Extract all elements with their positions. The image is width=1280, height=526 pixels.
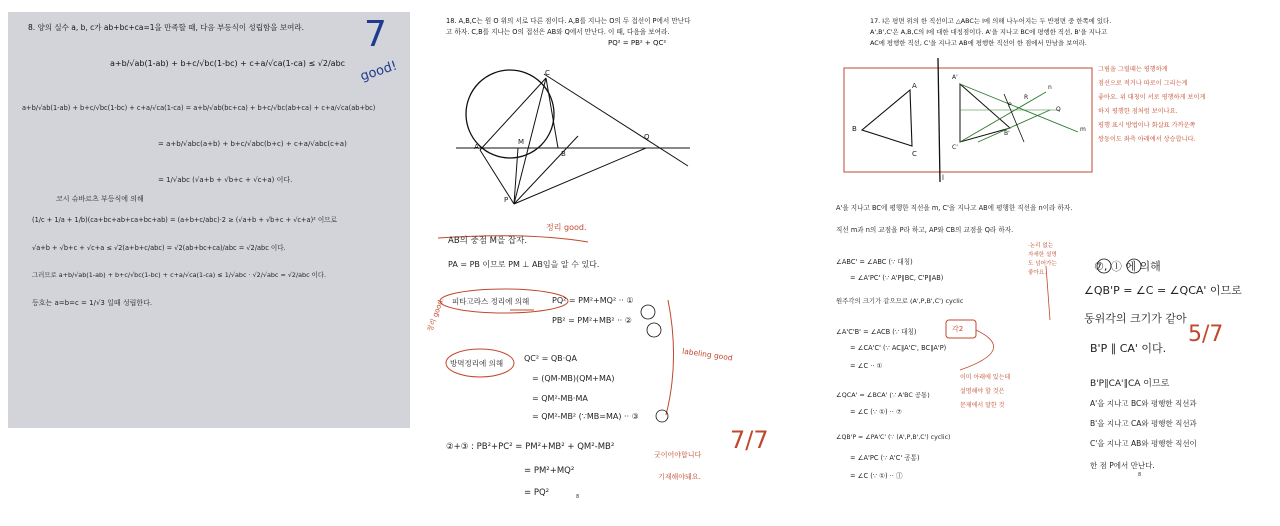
problem-17-line-1: 17. l은 평면 위의 한 직선이고 △ABC는 l에 의해 나누어지는 두 반평면 중 한쪽에 있다. (870, 17, 1112, 25)
equation-qc-2: = (QM-MB)(QM+MA) (532, 374, 615, 383)
result-6: A'을 지나고 BC와 평행한 직선과 (1090, 399, 1197, 408)
result-9: 한 점 P에서 만난다. (1090, 461, 1155, 470)
label-3-circle (656, 410, 668, 422)
red-mid-3: 문제에서 말한 것 (960, 402, 1005, 409)
red-note-6: 쌍둥이도 좌측 아래에서 상승합니다. (1098, 136, 1196, 143)
triangle-a2b2c2 (960, 84, 1010, 142)
red-note-3: 좋아요. 위 대칭이 서로 평행하게 보이게 (1098, 94, 1206, 101)
equation-2: PB² = PM²+MB² ·· ② (552, 316, 632, 325)
fig-label-l: l (942, 174, 944, 182)
red-side-note: ·논리 없는 자세한 설명도 넘어가는 좋아요. (1028, 243, 1057, 276)
red-bottom-1: 굿이어야합니다 (654, 451, 702, 459)
equation-qc-4: = QM²-MB² (∵MB=MA) ·· ③ (532, 412, 639, 421)
step-2: PA = PB 이므로 PM ⊥ AB임을 알 수 있다. (448, 260, 600, 269)
red-bracket (666, 300, 674, 415)
fig-label-m: m (1080, 126, 1086, 133)
label-1-circle (641, 305, 655, 319)
point-c-label: C (545, 69, 550, 77)
final-equation-3: = PQ² (524, 488, 550, 498)
solution-line-6: √a+b + √b+c + √c+a ≤ √2(a+b+c/abc) = √2(ab+bc+ca)/abc = √2/abc 이다. (32, 244, 286, 252)
solution-line-2: = a+b/√abc(a+b) + b+c/√abc(b+c) + c+a/√abc(c+a) (158, 140, 347, 148)
solution-line-3: = 1/√abc (√a+b + √b+c + √c+a) 이다. (158, 176, 293, 184)
red-note-2: 점선으로 적거나 따로이 그리는게 (1098, 80, 1188, 87)
page-number-p3: 8 (1138, 472, 1142, 478)
step-17-1: A'을 지나고 BC에 평행한 직선을 m, C'을 지나고 AB에 평행한 직선을 n이라 하자. (836, 204, 1073, 212)
angle-a-3: 원주각의 크기가 같으므로 (A',P,B',C') cyclic (836, 297, 964, 305)
final-equation-2: = PM²+MQ² (524, 466, 575, 476)
angle-a-1: ∠ABC' = ∠ABC (∵ 대칭) (836, 258, 913, 266)
point-m-label: M (518, 138, 525, 146)
final-equation-1: ②+③ : PB²+PC² = PM²+MB² + QM²-MB² (446, 442, 615, 452)
problem-8-inequality: a+b/√ab(1-ab) + b+c/√bc(1-bc) + c+a/√ca(1-ca) ≤ √2/abc (110, 59, 346, 68)
result-8: C'을 지나고 AB와 평행한 직선이 (1090, 439, 1197, 448)
fig-label-c2: C' (952, 144, 958, 151)
power-label: 방멱정리에 의해 (450, 359, 504, 368)
segment-ca (480, 78, 546, 150)
red-figure-box (844, 68, 1092, 172)
fig-label-r: R (1024, 94, 1029, 101)
red-arrow-2 (960, 330, 994, 370)
point-a-label: A (474, 143, 479, 151)
line-l (938, 58, 940, 182)
angle-c-2: = ∠C (∵ ①) ·· ⑦ (850, 408, 902, 416)
fig-label-n: n (1048, 84, 1052, 91)
page-number-p2: 8 (576, 494, 580, 500)
red-box-text: 각2 (952, 325, 964, 333)
green-line-2 (960, 92, 1046, 142)
result-2: ∠QB'P = ∠C = ∠QCA' 이므로 (1084, 284, 1242, 297)
angle-b-1: ∠A'C'B' = ∠ACB (∵ 대칭) (836, 328, 917, 336)
pythagoras-label: 피타고라스 정리에 의해 (452, 297, 530, 306)
point-q-label: Q (644, 133, 650, 141)
fig-label-a2: A' (952, 74, 958, 81)
problem-18-line-2: 고 하자. C,B를 지나는 O의 접선은 AB와 Q에서 만난다. 이 때, 다음을 보여라. (446, 28, 670, 36)
fig-label-a: A (912, 82, 917, 90)
solution-page-17 (828, 10, 1275, 520)
grade-comment: good! (358, 58, 400, 85)
red-mid-1: 이미 아래에 있는데 (960, 374, 1011, 381)
fig-label-c: C (912, 150, 917, 158)
solution-line-5: (1/c + 1/a + 1/b)(ca+bc+ab+ca+bc+ab) = (a+b+c/abc)·2 ≥ (√a+b + √b+c + √c+a)² 이므로 (32, 216, 338, 224)
fig-label-b: B (852, 125, 857, 133)
problem-8-statement: 8. 양의 실수 a, b, c가 ab+bc+ca=1을 만족할 때, 다음 부등식이 성립함을 보여라. (28, 23, 304, 32)
segment-pq (514, 148, 646, 204)
solution-line-4: 코시 슈바르츠 부등식에 의해 (56, 195, 144, 203)
equation-1: PQ² = PM²+MQ² ·· ① (552, 296, 634, 305)
green-line-3 (978, 110, 1050, 142)
red-note-1: 그림을 그릴때는 평행하게 (1098, 66, 1168, 73)
equation-qc-3: = QM²-MB·MA (532, 394, 588, 403)
result-1: ⑦, ⓛ 에 의해 (1094, 260, 1161, 273)
score-18: 7/7 (730, 426, 769, 454)
problem-18-equation: PQ² = PB² + QC² (608, 39, 667, 47)
angle-d-2: = ∠A'PC (∵ A'C' 공통) (850, 454, 920, 462)
result-3: 동위각의 크기가 같아 (1084, 312, 1187, 325)
grade-mark: 7 (364, 14, 387, 55)
equation-qc: QC² = QB·QA (524, 354, 577, 363)
angle-c-1: ∠QCA' = ∠BCA' (∵ A'BC 공통) (836, 391, 930, 399)
step-17-2: 직선 m과 n의 교점을 P라 하고, AP와 CB의 교점을 Q라 하자. (836, 226, 1014, 234)
red-comment-labeling: labeling good (681, 346, 734, 363)
point-b-label: B (561, 150, 566, 158)
solution-page-8 (8, 12, 410, 428)
result-4: B'P ∥ CA' 이다. (1090, 342, 1167, 355)
result-7: B'을 지나고 CA와 평행한 직선과 (1090, 419, 1197, 428)
result-5: B'P∥CA'∥CA 이므로 (1090, 379, 1170, 389)
fig-label-p: P (1008, 102, 1012, 109)
angle-d-1: ∠QB'P = ∠PA'C' (∵ (A',P,B',C') cyclic) (836, 434, 951, 441)
point-p-label: P (504, 196, 509, 204)
tangent-pb (514, 136, 578, 204)
solution-page-18 (418, 10, 820, 515)
label-2-circle (647, 323, 661, 337)
red-bottom-2: 기재해야돼요. (658, 473, 701, 481)
solution-line-1: a+b/√ab(1-ab) + b+c/√bc(1-bc) + c+a/√ca(1-ca) = a+b/√ab(bc+ca) + b+c/√bc(ab+ca) + c+a/√ca(ab+bc) (22, 104, 376, 112)
red-note-5: 평행 표시 방법이나 화살표 가까운쪽 (1098, 122, 1196, 129)
red-note-4: 하지 평행한 점처럼 보이나요. (1098, 108, 1178, 115)
angle-b-3: = ∠C ·· ① (850, 362, 883, 370)
red-comment-1: 정리 good. (546, 223, 587, 232)
problem-18-line-1: 18. A,B,C는 원 O 위의 서로 다른 점이다. A,B를 지나는 O의 두 접선이 P에서 만난다 (446, 17, 691, 25)
red-mid-2: 설명해야 할 것은 (960, 388, 1005, 395)
problem-17-line-3: AC에 평행한 직선, C'을 지나고 AB에 평행한 직선이 한 점에서 만남을 보여라. (870, 39, 1087, 47)
problem-17-line-2: A',B',C'은 A,B,C의 l에 대한 대칭점이다. A'을 지나고 BC에 평행한 직선, B'을 지나고 (870, 28, 1108, 36)
fig-label-b2: B' (1004, 130, 1010, 137)
angle-b-2: = ∠CA'C' (∵ AC∥A'C', BC∥A'P) (850, 344, 947, 352)
red-comment-side: 정리 good. (425, 296, 446, 334)
solution-line-8: 등호는 a=b=c = 1/√3 일때 성립한다. (32, 299, 153, 307)
angle-d-3: = ∠C (∵ ①) ·· ⓛ (850, 472, 903, 480)
step-1: AB의 중점 M을 잡자. (448, 236, 528, 246)
score-17: 5/7 (1188, 322, 1224, 347)
fig-label-q: Q (1056, 106, 1061, 113)
solution-line-7: 그러므로 a+b/√ab(1-ab) + b+c/√bc(1-bc) + c+a/√ca(1-ca) ≤ 1/√abc · √2/√abc = √2/abc 이다. (32, 271, 327, 279)
triangle-abc (862, 90, 912, 146)
angle-a-2: = ∠A'PC' (∵ A'P∥BC, C'P∥AB) (850, 274, 944, 282)
